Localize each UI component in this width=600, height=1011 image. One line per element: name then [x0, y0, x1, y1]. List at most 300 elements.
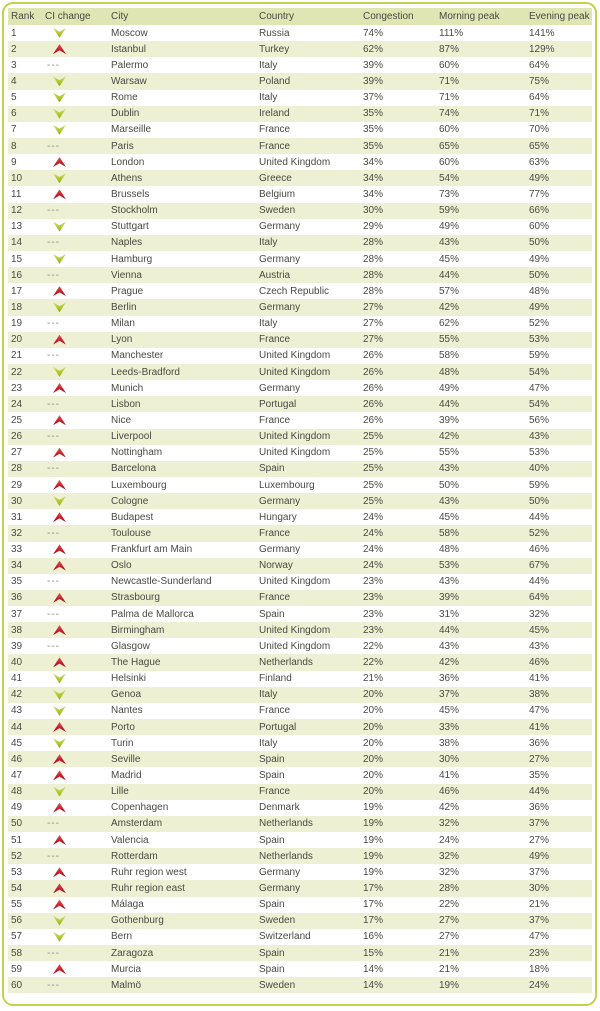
ci-change-cell [42, 25, 108, 41]
ci-no-change-dashes: --- [47, 398, 60, 410]
ci-increase-triangle-up-icon [53, 900, 66, 910]
morning-peak-cell: 111% [439, 27, 464, 39]
morning-peak-cell: 71% [439, 75, 460, 87]
evening-peak-cell: 53% [529, 334, 550, 346]
ci-change-cell [42, 170, 108, 186]
congestion-cell: 27% [363, 301, 384, 313]
evening-peak-cell: 59% [529, 350, 550, 362]
city-cell: Ruhr region west [111, 866, 187, 878]
evening-peak-cell: 50% [529, 237, 550, 249]
congestion-cell: 26% [363, 350, 384, 362]
ci-change-cell [42, 477, 108, 493]
evening-peak-cell: 53% [529, 447, 550, 459]
country-cell: Ireland [259, 108, 290, 120]
congestion-cell: 23% [363, 576, 384, 588]
ci-change-cell [42, 929, 108, 945]
country-cell: Turkey [259, 43, 290, 55]
city-cell: Brussels [111, 188, 150, 200]
evening-peak-cell: 43% [529, 640, 550, 652]
evening-peak-cell: 40% [529, 463, 550, 475]
congestion-cell: 25% [363, 431, 384, 443]
ci-change-cell [42, 945, 108, 961]
city-cell: Murcia [111, 963, 142, 975]
ci-change-cell [42, 864, 108, 880]
ci-increase-triangle-up-icon [53, 883, 66, 893]
ci-change-cell [42, 57, 108, 73]
table-row [8, 493, 592, 509]
rank-cell: 24 [11, 398, 23, 410]
ci-decrease-arrow-down-icon [53, 690, 66, 700]
morning-peak-cell: 62% [439, 318, 460, 330]
rank-cell: 31 [11, 511, 23, 523]
ci-change-cell [42, 412, 108, 428]
rank-cell: 47 [11, 770, 23, 782]
column-header-ci-change: CI change [42, 8, 108, 25]
city-cell: Dublin [111, 108, 140, 120]
congestion-cell: 26% [363, 414, 384, 426]
ci-change-cell [42, 332, 108, 348]
congestion-cell: 34% [363, 172, 384, 184]
morning-peak-cell: 87% [439, 43, 460, 55]
evening-peak-cell: 129% [529, 43, 555, 55]
table-row [8, 703, 592, 719]
evening-peak-cell: 36% [529, 802, 550, 814]
morning-peak-cell: 44% [439, 398, 460, 410]
congestion-cell: 19% [363, 834, 384, 846]
table-row [8, 57, 592, 73]
rank-cell: 45 [11, 737, 23, 749]
table-row [8, 154, 592, 170]
ci-change-cell [42, 525, 108, 541]
congestion-cell: 17% [363, 899, 384, 911]
table-row [8, 106, 592, 122]
evening-peak-cell: 44% [529, 786, 550, 798]
table-row [8, 412, 592, 428]
evening-peak-cell: 64% [529, 592, 550, 604]
evening-peak-cell: 30% [529, 883, 550, 895]
table-row [8, 751, 592, 767]
congestion-cell: 26% [363, 366, 384, 378]
city-cell: Nottingham [111, 447, 163, 459]
city-cell: Luxembourg [111, 479, 167, 491]
evening-peak-cell: 47% [529, 705, 550, 717]
city-cell: Athens [111, 172, 143, 184]
table-row [8, 864, 592, 880]
congestion-cell: 26% [363, 398, 384, 410]
congestion-cell: 39% [363, 75, 384, 87]
rank-cell: 12 [11, 205, 23, 217]
table-row [8, 945, 592, 961]
morning-peak-cell: 39% [439, 592, 460, 604]
ci-change-cell [42, 219, 108, 235]
city-cell: Paris [111, 140, 134, 152]
ci-change-cell [42, 267, 108, 283]
morning-peak-cell: 54% [439, 172, 460, 184]
ci-increase-triangle-up-icon [53, 415, 66, 425]
morning-peak-cell: 28% [439, 883, 460, 895]
ci-change-cell [42, 574, 108, 590]
morning-peak-cell: 55% [439, 447, 460, 459]
ci-change-cell [42, 703, 108, 719]
city-cell: Valencia [111, 834, 149, 846]
country-cell: France [259, 334, 291, 346]
city-cell: Helsinki [111, 673, 147, 685]
evening-peak-cell: 37% [529, 915, 550, 927]
congestion-cell: 19% [363, 802, 384, 814]
morning-peak-cell: 42% [439, 301, 460, 313]
table-row [8, 90, 592, 106]
country-cell: United Kingdom [259, 350, 331, 362]
ci-change-cell [42, 509, 108, 525]
city-cell: Nice [111, 414, 132, 426]
ci-increase-triangle-up-icon [53, 657, 66, 667]
table-row [8, 590, 592, 606]
congestion-cell: 39% [363, 59, 384, 71]
congestion-cell: 20% [363, 689, 384, 701]
morning-peak-cell: 19% [439, 979, 460, 991]
evening-peak-cell: 75% [529, 75, 550, 87]
ci-change-cell [42, 848, 108, 864]
congestion-cell: 22% [363, 640, 384, 652]
ci-change-cell [42, 880, 108, 896]
table-row [8, 170, 592, 186]
city-cell: Milan [111, 318, 135, 330]
city-cell: Vienna [111, 269, 142, 281]
country-cell: Netherlands [259, 657, 313, 669]
ci-no-change-dashes: --- [47, 431, 60, 443]
country-cell: Portugal [259, 398, 297, 410]
congestion-cell: 35% [363, 124, 384, 136]
rank-cell: 21 [11, 350, 23, 362]
city-cell: Malmö [111, 979, 142, 991]
evening-peak-cell: 66% [529, 205, 550, 217]
table-row [8, 735, 592, 751]
ci-change-cell [42, 606, 108, 622]
rank-cell: 43 [11, 705, 23, 717]
city-cell: Munich [111, 382, 144, 394]
city-cell: Turin [111, 737, 134, 749]
ci-change-cell [42, 977, 108, 993]
ci-change-cell [42, 445, 108, 461]
table-row [8, 25, 592, 41]
congestion-cell: 14% [363, 979, 384, 991]
city-cell: Stockholm [111, 205, 158, 217]
city-cell: Porto [111, 721, 135, 733]
table-row [8, 316, 592, 332]
ci-change-cell [42, 461, 108, 477]
ci-decrease-arrow-down-icon [53, 109, 66, 119]
country-cell: France [259, 140, 291, 152]
city-cell: Lille [111, 786, 129, 798]
rank-cell: 1 [11, 27, 17, 39]
ci-decrease-arrow-down-icon [53, 496, 66, 506]
rank-cell: 26 [11, 431, 23, 443]
evening-peak-cell: 41% [529, 721, 550, 733]
country-cell: France [259, 705, 291, 717]
table-row [8, 961, 592, 977]
morning-peak-cell: 32% [439, 866, 460, 878]
country-cell: Sweden [259, 979, 296, 991]
city-cell: The Hague [111, 657, 161, 669]
morning-peak-cell: 55% [439, 334, 460, 346]
ci-no-change-dashes: --- [47, 979, 60, 991]
table-row [8, 396, 592, 412]
rank-cell: 54 [11, 883, 23, 895]
rank-cell: 55 [11, 899, 23, 911]
ci-change-cell [42, 396, 108, 412]
rank-cell: 2 [11, 43, 17, 55]
evening-peak-cell: 71% [529, 108, 550, 120]
evening-peak-cell: 41% [529, 673, 550, 685]
ci-decrease-arrow-down-icon [53, 738, 66, 748]
ci-change-cell [42, 90, 108, 106]
morning-peak-cell: 22% [439, 899, 460, 911]
evening-peak-cell: 21% [529, 899, 550, 911]
evening-peak-cell: 38% [529, 689, 550, 701]
morning-peak-cell: 30% [439, 753, 460, 765]
table-row [8, 477, 592, 493]
congestion-cell: 17% [363, 883, 384, 895]
evening-peak-cell: 64% [529, 92, 550, 104]
evening-peak-cell: 37% [529, 818, 550, 830]
country-cell: Germany [259, 495, 301, 507]
morning-peak-cell: 43% [439, 495, 460, 507]
morning-peak-cell: 58% [439, 350, 460, 362]
morning-peak-cell: 43% [439, 463, 460, 475]
evening-peak-cell: 32% [529, 608, 550, 620]
ci-change-cell [42, 622, 108, 638]
city-cell: Budapest [111, 511, 154, 523]
rank-cell: 10 [11, 172, 23, 184]
country-cell: United Kingdom [259, 576, 331, 588]
ci-increase-triangle-up-icon [53, 448, 66, 458]
table-row [8, 429, 592, 445]
rank-cell: 14 [11, 237, 23, 249]
congestion-cell: 25% [363, 447, 384, 459]
country-cell: United Kingdom [259, 624, 331, 636]
morning-peak-cell: 33% [439, 721, 460, 733]
country-cell: Russia [259, 27, 290, 39]
ci-decrease-arrow-down-icon [53, 916, 66, 926]
header-row [8, 8, 592, 25]
evening-peak-cell: 67% [529, 560, 550, 572]
ci-increase-triangle-up-icon [53, 561, 66, 571]
country-cell: Spain [259, 834, 285, 846]
rank-cell: 8 [11, 140, 17, 152]
congestion-cell: 27% [363, 334, 384, 346]
congestion-cell: 14% [363, 963, 384, 975]
evening-peak-cell: 47% [529, 931, 550, 943]
ci-no-change-dashes: --- [47, 463, 60, 475]
table-row [8, 816, 592, 832]
congestion-cell: 24% [363, 511, 384, 523]
ci-change-cell [42, 73, 108, 89]
table-row [8, 299, 592, 315]
congestion-cell: 35% [363, 140, 384, 152]
rank-cell: 51 [11, 834, 23, 846]
table-row [8, 671, 592, 687]
country-cell: France [259, 414, 291, 426]
city-cell: Strasbourg [111, 592, 160, 604]
city-cell: Cologne [111, 495, 149, 507]
evening-peak-cell: 23% [529, 947, 550, 959]
rank-cell: 9 [11, 156, 17, 168]
ci-change-cell [42, 203, 108, 219]
country-cell: Germany [259, 544, 301, 556]
ci-decrease-arrow-down-icon [53, 706, 66, 716]
ci-decrease-arrow-down-icon [53, 367, 66, 377]
rank-cell: 49 [11, 802, 23, 814]
rank-cell: 59 [11, 963, 23, 975]
rank-cell: 4 [11, 75, 17, 87]
country-cell: United Kingdom [259, 431, 331, 443]
ci-increase-triangle-up-icon [53, 835, 66, 845]
rank-cell: 37 [11, 608, 23, 620]
country-cell: Italy [259, 689, 278, 701]
city-cell: Liverpool [111, 431, 152, 443]
city-cell: Zaragoza [111, 947, 154, 959]
ci-change-cell [42, 767, 108, 783]
ci-change-cell [42, 687, 108, 703]
congestion-cell: 34% [363, 156, 384, 168]
table-row [8, 138, 592, 154]
city-cell: Seville [111, 753, 141, 765]
evening-peak-cell: 44% [529, 511, 550, 523]
ci-no-change-dashes: --- [47, 527, 60, 539]
ci-change-cell [42, 590, 108, 606]
ci-decrease-arrow-down-icon [53, 92, 66, 102]
evening-peak-cell: 52% [529, 527, 550, 539]
city-cell: Manchester [111, 350, 164, 362]
ci-change-cell [42, 816, 108, 832]
column-header-city: City [108, 8, 256, 25]
city-cell: Copenhagen [111, 802, 169, 814]
ci-no-change-dashes: --- [47, 850, 60, 862]
table-header [8, 8, 592, 25]
country-cell: Hungary [259, 511, 297, 523]
ci-no-change-dashes: --- [47, 947, 60, 959]
morning-peak-cell: 42% [439, 431, 460, 443]
rank-cell: 7 [11, 124, 17, 136]
table-row [8, 800, 592, 816]
congestion-cell: 25% [363, 479, 384, 491]
congestion-cell: 74% [363, 27, 384, 39]
rank-cell: 25 [11, 414, 23, 426]
ci-increase-triangle-up-icon [53, 512, 66, 522]
city-cell: Berlin [111, 301, 137, 313]
country-cell: Belgium [259, 188, 296, 200]
morning-peak-cell: 42% [439, 657, 460, 669]
ci-increase-triangle-up-icon [53, 544, 66, 554]
rank-cell: 41 [11, 673, 23, 685]
congestion-cell: 23% [363, 592, 384, 604]
morning-peak-cell: 43% [439, 237, 460, 249]
table-row [8, 445, 592, 461]
ci-change-cell [42, 283, 108, 299]
rank-cell: 36 [11, 592, 23, 604]
ci-change-cell [42, 832, 108, 848]
table-row [8, 186, 592, 202]
country-cell: United Kingdom [259, 156, 331, 168]
evening-peak-cell: 77% [529, 188, 550, 200]
congestion-cell: 19% [363, 866, 384, 878]
ci-change-cell [42, 138, 108, 154]
congestion-cell: 20% [363, 786, 384, 798]
column-header-congestion: Congestion [360, 8, 436, 25]
rank-cell: 27 [11, 447, 23, 459]
evening-peak-cell: 54% [529, 366, 550, 378]
congestion-index-table [8, 8, 592, 993]
evening-peak-cell: 63% [529, 156, 550, 168]
congestion-cell: 20% [363, 705, 384, 717]
ci-decrease-arrow-down-icon [53, 28, 66, 38]
evening-peak-cell: 46% [529, 544, 550, 556]
column-header-morning-peak: Morning peak [436, 8, 526, 25]
country-cell: Italy [259, 737, 278, 749]
morning-peak-cell: 60% [439, 59, 460, 71]
rank-cell: 20 [11, 334, 23, 346]
ci-increase-triangle-up-icon [53, 964, 66, 974]
table-row [8, 509, 592, 525]
ci-no-change-dashes: --- [47, 818, 60, 830]
city-cell: Málaga [111, 899, 144, 911]
ci-increase-triangle-up-icon [53, 593, 66, 603]
morning-peak-cell: 57% [439, 285, 460, 297]
table-row [8, 574, 592, 590]
rank-cell: 30 [11, 495, 23, 507]
morning-peak-cell: 43% [439, 576, 460, 588]
city-cell: Frankfurt am Main [111, 544, 193, 556]
congestion-cell: 22% [363, 657, 384, 669]
ci-increase-triangle-up-icon [53, 803, 66, 813]
evening-peak-cell: 48% [529, 285, 550, 297]
table-row [8, 235, 592, 251]
table-row [8, 267, 592, 283]
morning-peak-cell: 49% [439, 221, 460, 233]
morning-peak-cell: 53% [439, 560, 460, 572]
table-row [8, 461, 592, 477]
evening-peak-cell: 49% [529, 253, 550, 265]
morning-peak-cell: 24% [439, 834, 460, 846]
congestion-cell: 24% [363, 560, 384, 572]
morning-peak-cell: 36% [439, 673, 460, 685]
country-cell: Spain [259, 947, 285, 959]
evening-peak-cell: 27% [529, 753, 550, 765]
rank-cell: 18 [11, 301, 23, 313]
country-cell: France [259, 527, 291, 539]
table-row [8, 558, 592, 574]
city-cell: Birmingham [111, 624, 165, 636]
ci-increase-triangle-up-icon [53, 44, 66, 54]
congestion-cell: 24% [363, 544, 384, 556]
rank-cell: 16 [11, 269, 23, 281]
ci-increase-triangle-up-icon [53, 480, 66, 490]
ci-increase-triangle-up-icon [53, 383, 66, 393]
country-cell: France [259, 124, 291, 136]
rank-cell: 11 [11, 188, 22, 200]
country-cell: Netherlands [259, 850, 313, 862]
ci-decrease-arrow-down-icon [53, 302, 66, 312]
congestion-cell: 21% [363, 673, 384, 685]
rank-cell: 23 [11, 382, 23, 394]
rank-cell: 48 [11, 786, 23, 798]
ci-change-cell [42, 251, 108, 267]
morning-peak-cell: 38% [439, 737, 460, 749]
morning-peak-cell: 43% [439, 640, 460, 652]
ci-change-cell [42, 897, 108, 913]
city-cell: Ruhr region east [111, 883, 185, 895]
ci-change-cell [42, 638, 108, 654]
